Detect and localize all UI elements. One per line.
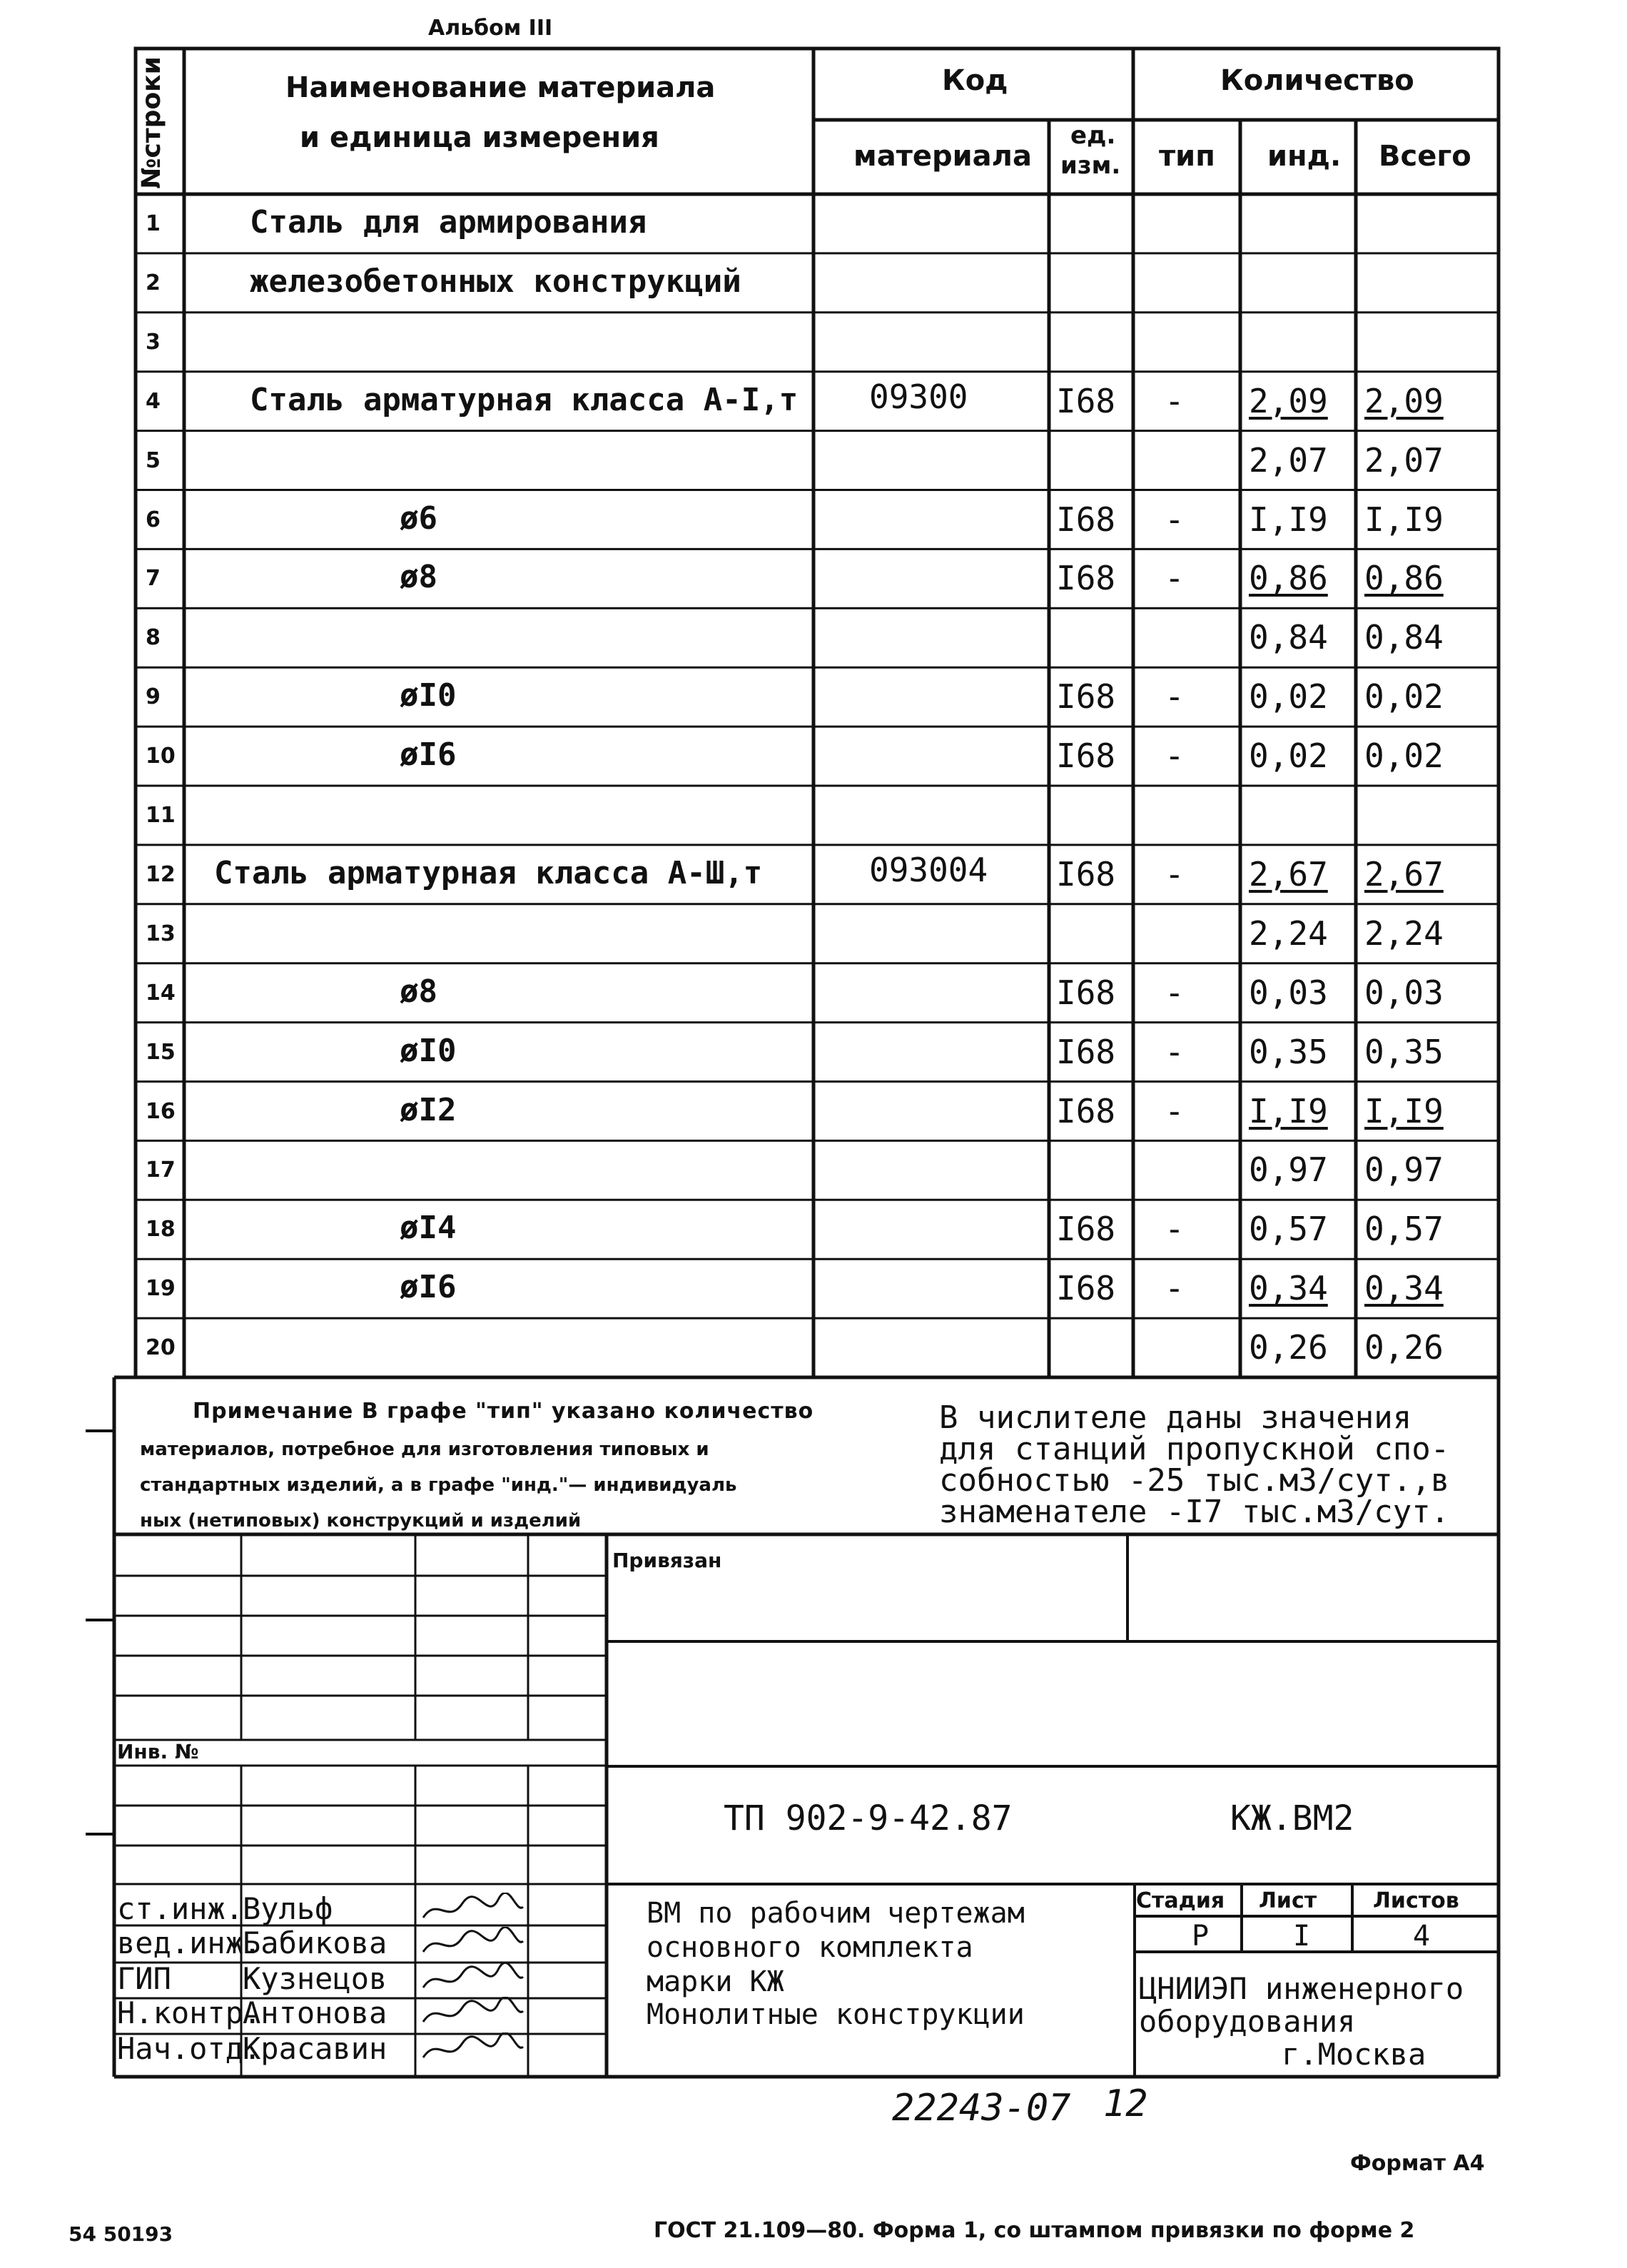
total-qty: 2,09: [1364, 381, 1444, 420]
ind-qty: 0,35: [1249, 1032, 1328, 1071]
signer-role: ГИП: [117, 1961, 171, 1996]
print-number: 54 50193: [69, 2222, 173, 2246]
col-row-no: №строки: [137, 56, 166, 189]
unit-code: I68: [1056, 1091, 1116, 1130]
type-qty: -: [1165, 381, 1185, 420]
col-unit-2: изм.: [1060, 151, 1121, 180]
total-qty: 0,97: [1364, 1150, 1444, 1190]
material-name: øI0: [400, 1032, 457, 1069]
title-line-4: Монолитные конструкции: [647, 1998, 1025, 2031]
signer-role: Нач.отд.: [117, 2031, 262, 2066]
signer-role: ст.инж.: [117, 1891, 244, 1926]
handwritten-signature: [420, 1927, 527, 1961]
ind-qty: 0,02: [1249, 677, 1328, 717]
unit-code: I68: [1056, 854, 1116, 893]
material-name: øI6: [400, 1269, 457, 1306]
ind-qty: 0,02: [1249, 736, 1328, 776]
total-qty: 0,26: [1364, 1328, 1444, 1367]
row-number: 9: [146, 684, 161, 710]
row-number: 16: [146, 1098, 176, 1124]
material-name: ø8: [400, 559, 437, 596]
total-qty: 0,02: [1364, 736, 1444, 776]
inv-no-label: Инв. №: [117, 1740, 199, 1763]
ind-qty: 0,03: [1249, 973, 1328, 1012]
row-number: 3: [146, 329, 161, 355]
type-qty: -: [1165, 559, 1185, 598]
col-material: материала: [853, 140, 1032, 173]
total-qty: 0,03: [1364, 973, 1444, 1012]
col-name-line1: Наименование материала: [285, 71, 716, 104]
handwritten-signature: [420, 1893, 527, 1927]
row-number: 1: [146, 211, 161, 236]
type-qty: -: [1165, 1269, 1185, 1308]
signer-role: вед.инж.: [117, 1925, 262, 1960]
total-qty: 2,67: [1364, 854, 1444, 893]
note-right-2: для станций пропускной спо-: [939, 1431, 1450, 1467]
material-name: øI4: [400, 1210, 457, 1247]
page-number: 12: [1103, 2082, 1148, 2125]
type-qty: -: [1165, 677, 1185, 717]
ind-qty: 0,57: [1249, 1210, 1328, 1249]
title-line-3: марки КЖ: [647, 1965, 784, 1998]
row-number: 8: [146, 625, 161, 651]
type-qty: -: [1165, 1032, 1185, 1071]
title-line-2: основного комплекта: [647, 1931, 973, 1964]
row-number: 6: [146, 507, 161, 532]
unit-code: I68: [1056, 1210, 1116, 1249]
unit-code: I68: [1056, 381, 1116, 420]
row-number: 10: [146, 744, 176, 769]
row-number: 7: [146, 566, 161, 592]
handwritten-signature: [420, 1963, 527, 1997]
material-name: øI2: [400, 1091, 457, 1128]
ind-qty: I,I9: [1249, 500, 1328, 539]
ind-qty: 2,09: [1249, 381, 1328, 420]
ind-qty: 0,84: [1249, 618, 1328, 657]
ind-qty: 0,34: [1249, 1269, 1328, 1308]
ind-qty: 0,86: [1249, 559, 1328, 598]
signer-name: Антонова: [243, 1995, 387, 2030]
doc-mark: КЖ.ВМ2: [1230, 1798, 1354, 1838]
sheet-value: I: [1293, 1920, 1311, 1953]
total-qty: 0,35: [1364, 1032, 1444, 1071]
row-number: 17: [146, 1158, 176, 1183]
col-total: Всего: [1379, 140, 1471, 173]
row-number: 2: [146, 270, 161, 295]
material-name: ø8: [400, 973, 437, 1010]
unit-code: I68: [1056, 500, 1116, 539]
sheet-label: Лист: [1259, 1888, 1317, 1913]
row-number: 11: [146, 803, 176, 828]
ind-qty: 0,26: [1249, 1328, 1328, 1367]
col-unit-1: ед.: [1070, 121, 1116, 150]
col-code: Код: [942, 64, 1008, 97]
material-code: 093004: [869, 850, 988, 889]
note-right-3: собностью -25 тыс.м3/сут.,в: [939, 1462, 1450, 1499]
total-qty: I,I9: [1364, 500, 1444, 539]
total-qty: 0,86: [1364, 559, 1444, 598]
total-qty: 0,02: [1364, 677, 1444, 717]
material-name: ø6: [400, 500, 437, 537]
row-number: 4: [146, 388, 161, 414]
col-type: тип: [1159, 140, 1215, 173]
col-qty: Количество: [1220, 64, 1414, 97]
col-ind: инд.: [1267, 140, 1342, 173]
stage-value: Р: [1192, 1920, 1210, 1953]
material-name: øI0: [400, 677, 457, 714]
unit-code: I68: [1056, 559, 1116, 598]
title-line-1: ВМ по рабочим чертежам: [647, 1897, 1025, 1930]
row-number: 15: [146, 1039, 176, 1065]
org-line-3: г.Москва: [1282, 2037, 1426, 2072]
row-number: 20: [146, 1335, 176, 1361]
row-number: 19: [146, 1276, 176, 1302]
signer-name: Красавин: [243, 2031, 387, 2066]
handwritten-signature: [420, 1997, 527, 2031]
material-name: Сталь арматурная класса А-Ш,т: [214, 854, 763, 891]
ind-qty: 2,24: [1249, 913, 1328, 953]
note-left-3: стандартных изделий, а в графе "инд."— индивидуаль: [140, 1474, 737, 1496]
handwritten-signature: [420, 2032, 527, 2067]
unit-code: I68: [1056, 973, 1116, 1012]
row-number: 12: [146, 861, 176, 887]
material-name: железобетонных конструкций: [250, 263, 741, 300]
org-line-1: ЦНИИЭП инженерного: [1139, 1971, 1464, 2006]
type-qty: -: [1165, 973, 1185, 1012]
type-qty: -: [1165, 1091, 1185, 1130]
privyazan-label: Привязан: [612, 1549, 722, 1572]
row-number: 14: [146, 980, 176, 1006]
total-qty: I,I9: [1364, 1091, 1444, 1130]
doc-code: ТП 902-9-42.87: [724, 1798, 1013, 1838]
note-right-4: знаменателе -I7 тыс.м3/сут.: [939, 1494, 1450, 1530]
total-qty: 2,24: [1364, 913, 1444, 953]
ind-qty: 2,07: [1249, 440, 1328, 480]
row-number: 13: [146, 921, 176, 946]
note-left-4: ных (нетиповых) конструкций и изделий: [140, 1510, 582, 1532]
total-qty: 0,57: [1364, 1210, 1444, 1249]
unit-code: I68: [1056, 1032, 1116, 1071]
signer-name: Бабикова: [243, 1925, 387, 1960]
note-right-1: В числителе даны значения: [939, 1399, 1412, 1436]
type-qty: -: [1165, 500, 1185, 539]
row-number: 5: [146, 447, 161, 473]
signer-name: Кузнецов: [243, 1961, 387, 1996]
unit-code: I68: [1056, 677, 1116, 717]
unit-code: I68: [1056, 1269, 1116, 1308]
material-name: Сталь арматурная класса А-I,т: [250, 381, 799, 418]
sheets-value: 4: [1413, 1920, 1431, 1953]
material-name: Сталь для армирования: [250, 204, 647, 241]
type-qty: -: [1165, 1210, 1185, 1249]
col-name-line2: и единица измерения: [300, 121, 659, 154]
format-label: Формат А4: [1350, 2151, 1485, 2176]
org-line-2: оборудования: [1139, 2004, 1356, 2039]
signer-name: Вульф: [243, 1891, 333, 1926]
album-label: Альбом III: [428, 16, 553, 41]
total-qty: 2,07: [1364, 440, 1444, 480]
ind-qty: 2,67: [1249, 854, 1328, 893]
signer-role: Н.контр.: [117, 1995, 262, 2030]
total-qty: 0,84: [1364, 618, 1444, 657]
note-left-1: Примечание В графе "тип" указано количество: [193, 1399, 814, 1424]
sheets-label: Листов: [1373, 1888, 1459, 1913]
material-name: øI6: [400, 736, 457, 774]
gost-label: ГОСТ 21.109—80. Форма 1, со штампом привязки по форме 2: [654, 2218, 1415, 2243]
ind-qty: 0,97: [1249, 1150, 1328, 1190]
row-number: 18: [146, 1217, 176, 1242]
type-qty: -: [1165, 854, 1185, 893]
type-qty: -: [1165, 736, 1185, 776]
unit-code: I68: [1056, 736, 1116, 776]
archive-number: 22243-07: [892, 2087, 1071, 2130]
note-left-2: материалов, потребное для изготовления типовых и: [140, 1439, 709, 1460]
ind-qty: I,I9: [1249, 1091, 1328, 1130]
material-code: 09300: [869, 377, 968, 416]
total-qty: 0,34: [1364, 1269, 1444, 1308]
stage-label: Стадия: [1136, 1888, 1225, 1913]
